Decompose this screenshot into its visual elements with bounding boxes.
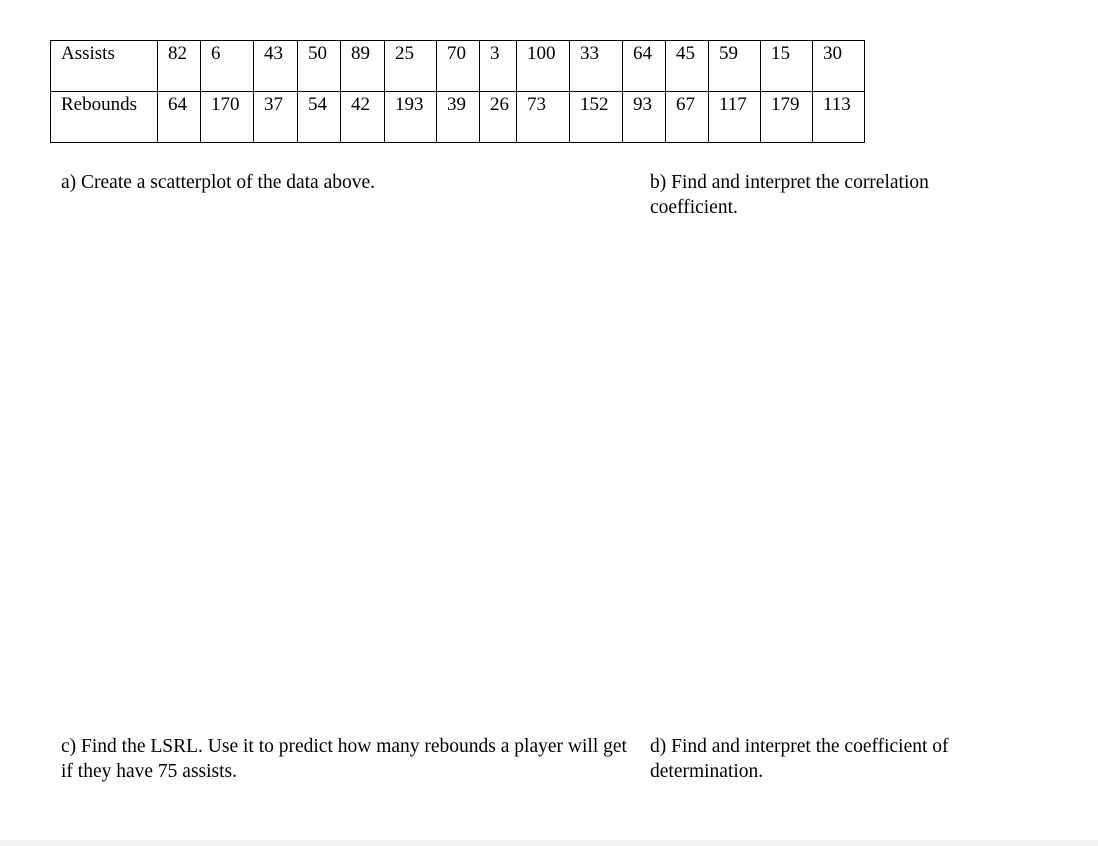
table-cell: 33: [570, 41, 623, 92]
table-cell: 73: [517, 92, 570, 143]
question-d: d) Find and interpret the coefficient of determination.: [650, 736, 949, 782]
row-label-assists: Assists: [51, 41, 158, 92]
table-cell: 100: [517, 41, 570, 92]
table-cell: 37: [254, 92, 298, 143]
table-cell: 3: [480, 41, 517, 92]
table-cell: 93: [623, 92, 666, 143]
table-row-assists: [51, 41, 865, 92]
question-b: b) Find and interpret the correlation coefficient.: [650, 172, 929, 218]
table-cell: 152: [570, 92, 623, 143]
question-c: c) Find the LSRL. Use it to predict how many rebounds a player will get if they have 75 assists.: [61, 736, 627, 782]
table-cell: 45: [666, 41, 709, 92]
table-cell: 26: [480, 92, 517, 143]
data-table: [50, 40, 865, 143]
table-cell: 82: [158, 41, 201, 92]
table-cell: 59: [709, 41, 761, 92]
table-cell: 170: [201, 92, 254, 143]
table-cell: 179: [761, 92, 813, 143]
table-row-rebounds: [51, 92, 865, 143]
table-cell: 64: [623, 41, 666, 92]
table-cell: 113: [813, 92, 865, 143]
table-cell: 42: [341, 92, 385, 143]
table-cell: 6: [201, 41, 254, 92]
table-cell: 25: [385, 41, 437, 92]
table-cell: 50: [298, 41, 341, 92]
table-cell: 15: [761, 41, 813, 92]
table-cell: 30: [813, 41, 865, 92]
table-cell: 39: [437, 92, 480, 143]
row-label-rebounds: Rebounds: [51, 92, 158, 143]
table-cell: 89: [341, 41, 385, 92]
table-cell: 43: [254, 41, 298, 92]
table-cell: 193: [385, 92, 437, 143]
table-cell: 70: [437, 41, 480, 92]
table-cell: 67: [666, 92, 709, 143]
table-cell: 64: [158, 92, 201, 143]
question-a: a) Create a scatterplot of the data above.: [61, 172, 376, 193]
table-cell: 54: [298, 92, 341, 143]
table-cell: 117: [709, 92, 761, 143]
